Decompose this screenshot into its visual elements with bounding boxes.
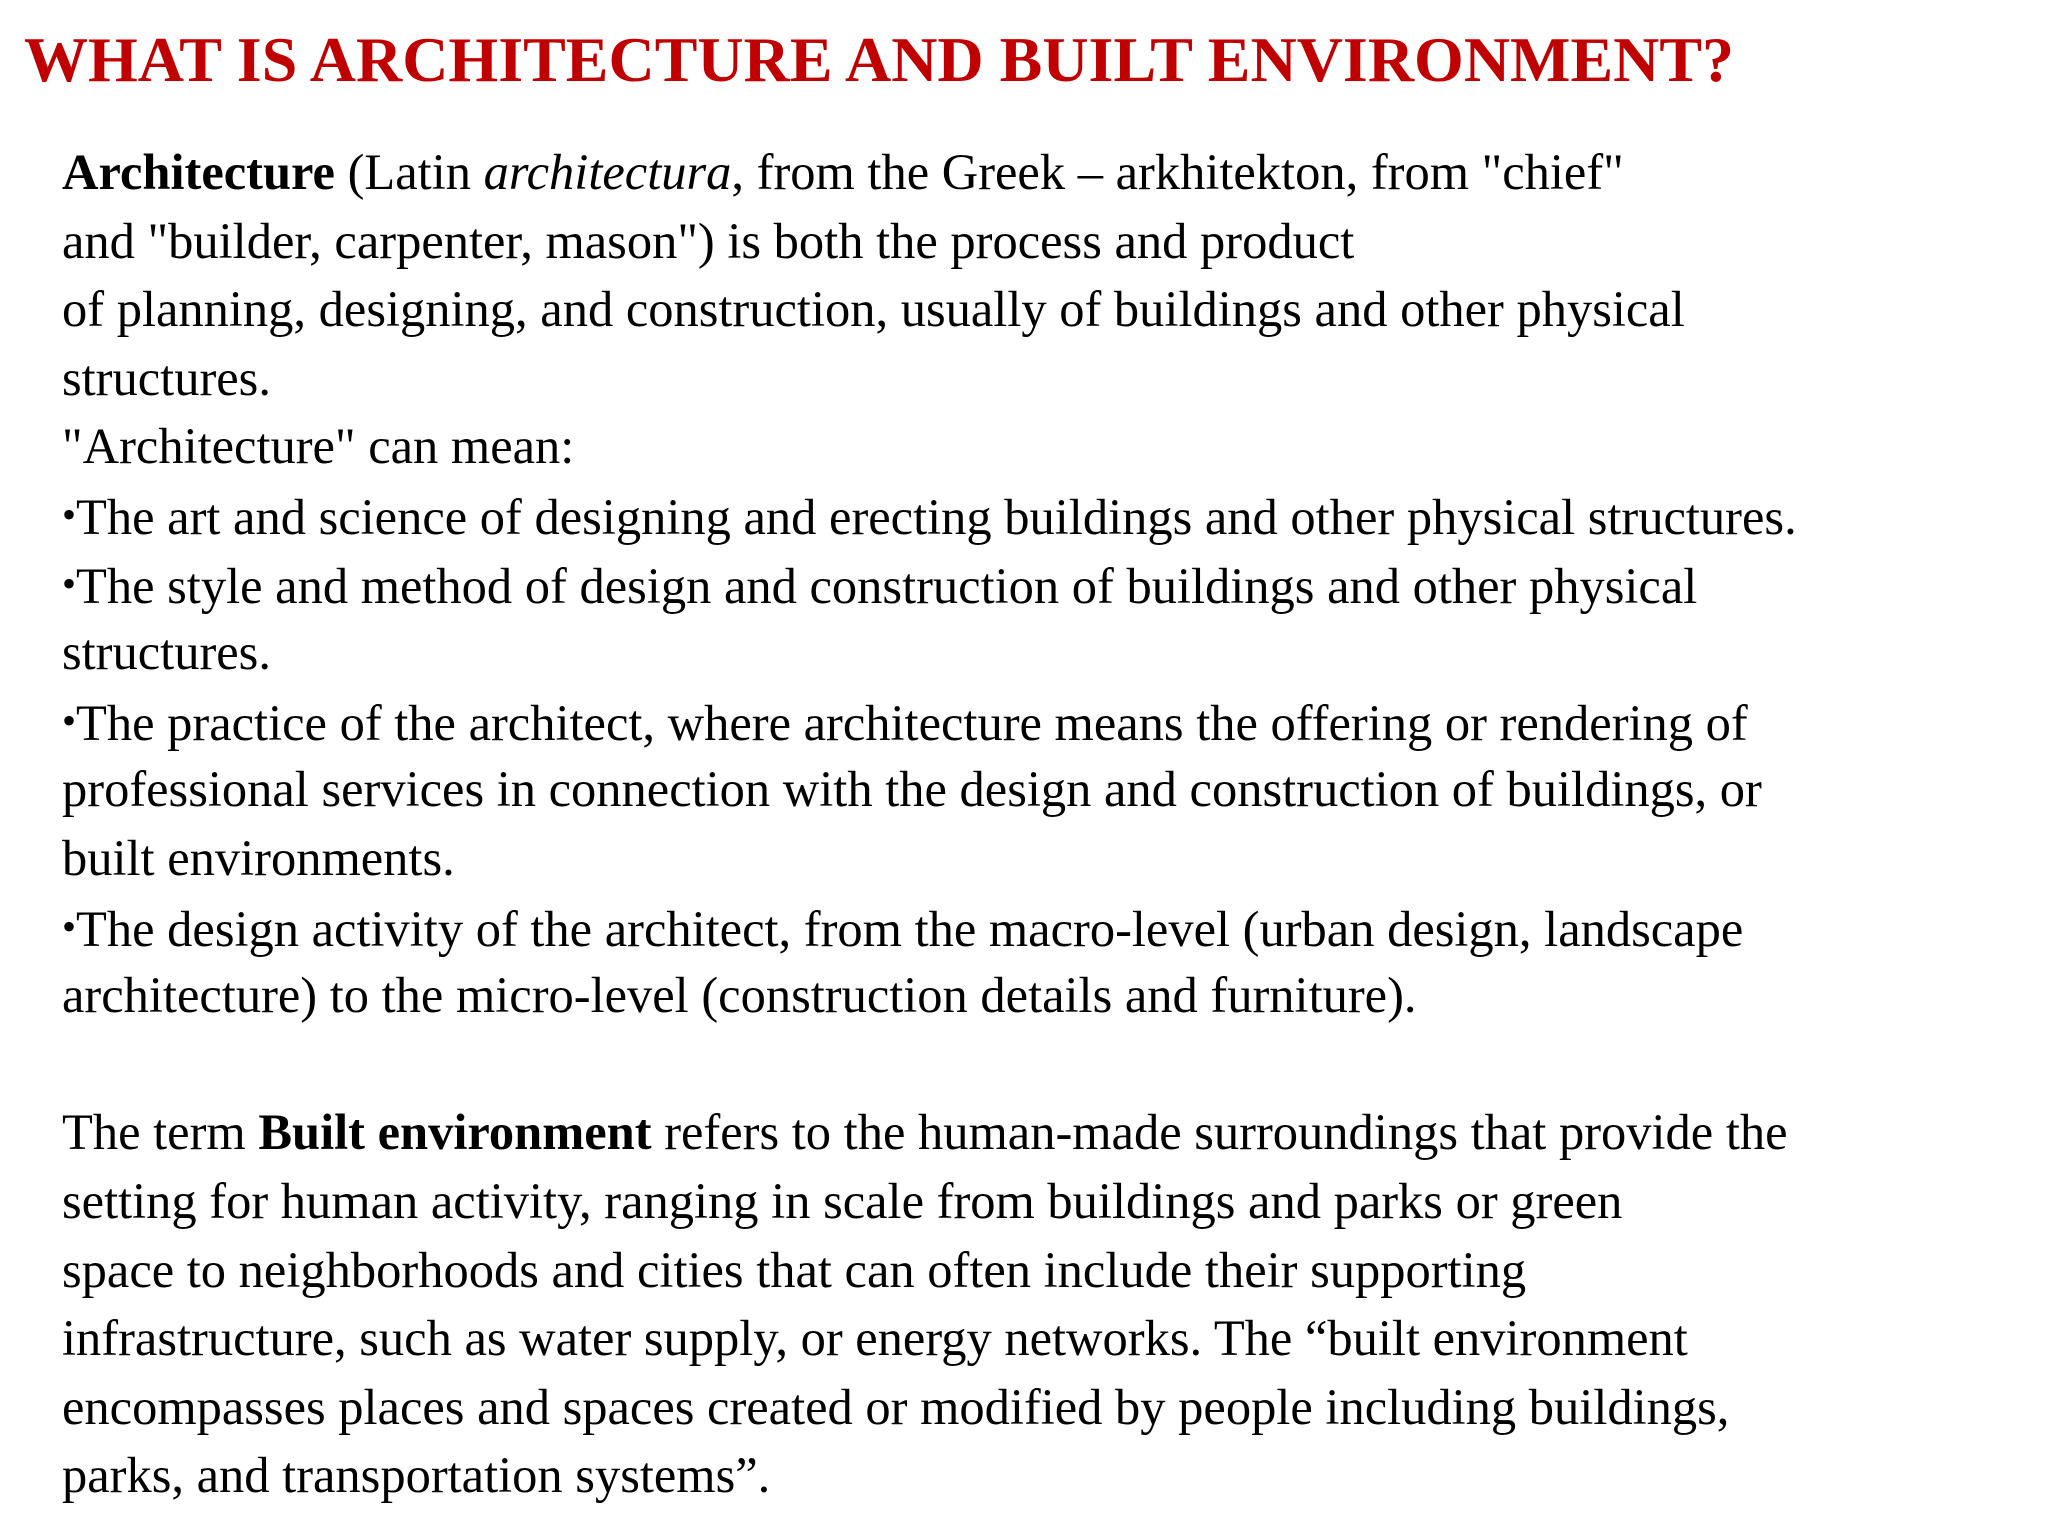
- bullet-4: •The design activity of the architect, from the macro-level (urban design, landscape: [62, 900, 1744, 957]
- bullet-marker: •: [62, 903, 77, 949]
- architecture-line-3: of planning, designing, and construction, usually of buildings and other physical: [62, 281, 1685, 338]
- architecture-line-2: and "builder, carpenter, mason") is both the process and product: [62, 212, 1355, 269]
- built-environment-term: Built environment: [258, 1104, 652, 1161]
- built-env-line-1: The term Built environment refers to the human-made surroundings that provide the: [62, 1104, 1788, 1161]
- architecture-line-1: Architecture (Latin architectura, from the Greek – arkhitekton, from "chief": [62, 144, 1624, 200]
- latin-word: architectura: [483, 144, 732, 200]
- bullet-1: •The art and science of designing and erecting buildings and other physical structures.: [62, 488, 1797, 545]
- slide-body: [62, 138, 2042, 1510]
- architecture-term: Architecture: [62, 144, 335, 200]
- built-env-line-3: space to neighborhoods and cities that can often include their supporting: [62, 1241, 1527, 1298]
- bullet-marker: •: [62, 491, 77, 537]
- bullet-3-continued: built environments.: [62, 829, 455, 886]
- slide-title: WHAT IS ARCHITECTURE AND BUILT ENVIRONMENT?: [24, 24, 1735, 95]
- built-env-line-5: encompasses places and spaces created or modified by people including buildings,: [62, 1378, 1730, 1435]
- bullet-2: •The style and method of design and construction of buildings and other physical: [62, 557, 1698, 614]
- meaning-intro: "Architecture" can mean:: [62, 418, 575, 475]
- bullet-2-continued: structures.: [62, 624, 271, 681]
- bullet-3-continued: professional services in connection with the design and construction of buildings, or: [62, 761, 1762, 818]
- bullet-3: •The practice of the architect, where architecture means the offering or rendering of: [62, 694, 1748, 751]
- bullet-4-continued: architecture) to the micro-level (construction details and furniture).: [62, 967, 1417, 1024]
- built-env-line-6: parks, and transportation systems”.: [62, 1447, 771, 1504]
- paragraph-gap: [62, 1030, 2042, 1099]
- bullet-marker: •: [62, 697, 77, 743]
- bullet-marker: •: [62, 560, 77, 606]
- built-env-line-2: setting for human activity, ranging in scale from buildings and parks or green: [62, 1172, 1623, 1229]
- built-env-line-4: infrastructure, such as water supply, or energy networks. The “built environment: [62, 1310, 1688, 1367]
- architecture-line-4: structures.: [62, 349, 271, 406]
